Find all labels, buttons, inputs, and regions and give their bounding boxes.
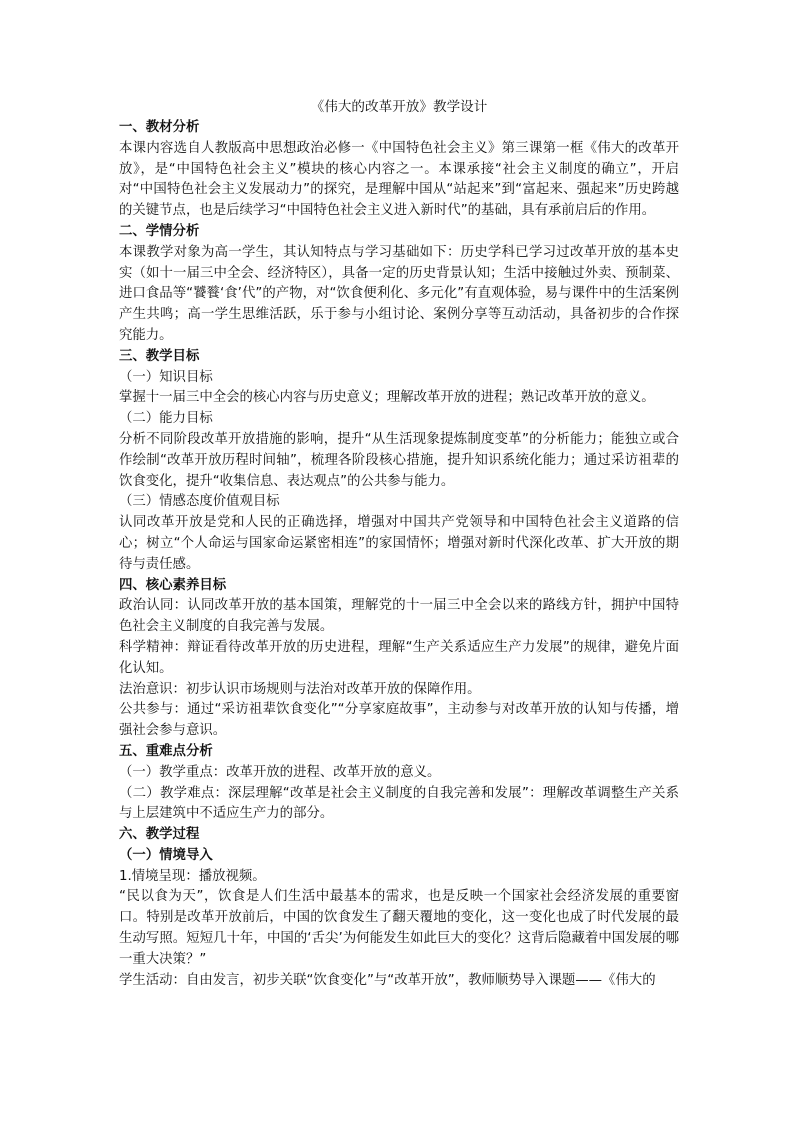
section-heading-textbook-analysis: 一、教材分析 [119, 120, 200, 135]
subheading-ability-goal: （二）能力目标 [119, 411, 213, 427]
paragraph-values-goal: 认同改革开放是党和人民的正确选择，增强对中国共产党领导和中国特色社会主义道路的信心；树立“个人命运与国家命运紧密相连”的家国情怀；增强对新时代深化改革、扩大开放的期待与责任感。 [119, 515, 679, 572]
document-title: 《伟大的改革开放》教学设计 [310, 99, 488, 115]
subheading-scenario-intro: （一）情境导入 [119, 847, 213, 863]
paragraph-political-identity: 政治认同：认同改革开放的基本国策，理解党的十一届三中全会以来的路线方针，拥护中国特色社会主义制度的自我完善与发展。 [119, 598, 679, 635]
paragraph-student-analysis: 本课教学对象为高一学生，其认知特点与学习基础如下：历史学科已学习过改革开放的基本史实（如十一届三中全会、经济特区），具备一定的历史背景认知；生活中接触过外卖、预制菜、进口食品等“饕餮‘食’代”的产物，对“饮食便利化、多元化”有直观体验，易与课件中的生活案例产生共鸣；高一学生思维活跃，乐于参与小组讨论、案例分享等互动活动，具备初步的合作探究能力。 [119, 244, 679, 343]
document-page [119, 97, 679, 991]
section-heading-key-points: 五、重难点分析 [119, 743, 213, 759]
paragraph-teaching-focus: （一）教学重点：改革开放的进程、改革开放的意义。 [119, 764, 441, 780]
paragraph-teaching-difficulty: （二）教学难点：深层理解“改革是社会主义制度的自我完善和发展”：理解改革调整生产关系与上层建筑中不适应生产力的部分。 [119, 785, 679, 822]
subheading-knowledge-goal: （一）知识目标 [119, 369, 213, 385]
paragraph-student-activity: 学生活动：自由发言，初步关联“饮食变化”与“改革开放”，教师顺势导入课题——《伟大的 [119, 972, 656, 988]
paragraph-public-participation: 公共参与：通过“采访祖辈饮食变化”“分享家庭故事”，主动参与对改革开放的认知与传播，增强社会参与意识。 [119, 702, 679, 739]
paragraph-textbook-analysis: 本课内容选自人教版高中思想政治必修一《中国特色社会主义》第三课第一框《伟大的改革开放》，是“中国特色社会主义”模块的核心内容之一。本课承接“社会主义制度的确立”，开启对“中国特色社会主义发展动力”的探究，是理解中国从“站起来”到“富起来、强起来”历史跨越的关键节点，也是后续学习“中国特色社会主义进入新时代”的基础，具有承前启后的作用。 [119, 140, 679, 219]
section-heading-student-analysis: 二、学情分析 [119, 223, 200, 239]
paragraph-scenario-quote: “民以食为天”，饮食是人们生活中最基本的需求，也是反映一个国家社会经济发展的重要窗口。特别是改革开放前后，中国的饮食发生了翻天覆地的变化，这一变化也成了时代发展的最生动写照。短短几十年，中国的‘舌尖’为何能发生如此巨大的变化？这背后隐藏着中国发展的哪一重大决策？” [119, 889, 679, 967]
paragraph-rule-of-law: 法治意识：初步认识市场规则与法治对改革开放的保障作用。 [119, 681, 481, 697]
paragraph-scientific-spirit: 科学精神：辩证看待改革开放的历史进程，理解“生产关系适应生产力发展”的规律，避免片面化认知。 [119, 639, 679, 676]
paragraph-ability-goal: 分析不同阶段改革开放措施的影响，提升“从生活现象提炼制度变革”的分析能力；能独立或合作绘制“改革开放历程时间轴”，梳理各阶段核心措施，提升知识系统化能力；通过采访祖辈的饮食变化，提升“收集信息、表达观点”的公共参与能力。 [119, 431, 679, 489]
subheading-values-goal: （三）情感态度价值观目标 [119, 494, 280, 510]
section-heading-teaching-goals: 三、教学目标 [119, 348, 200, 364]
paragraph-scenario-item: 1.情境呈现：播放视频。 [119, 868, 266, 884]
section-heading-teaching-process: 六、教学过程 [119, 827, 200, 843]
paragraph-knowledge-goal: 掌握十一届三中全会的核心内容与历史意义；理解改革开放的进程；熟记改革开放的意义。 [119, 390, 655, 406]
section-heading-core-literacy: 四、核心素养目标 [119, 577, 227, 593]
